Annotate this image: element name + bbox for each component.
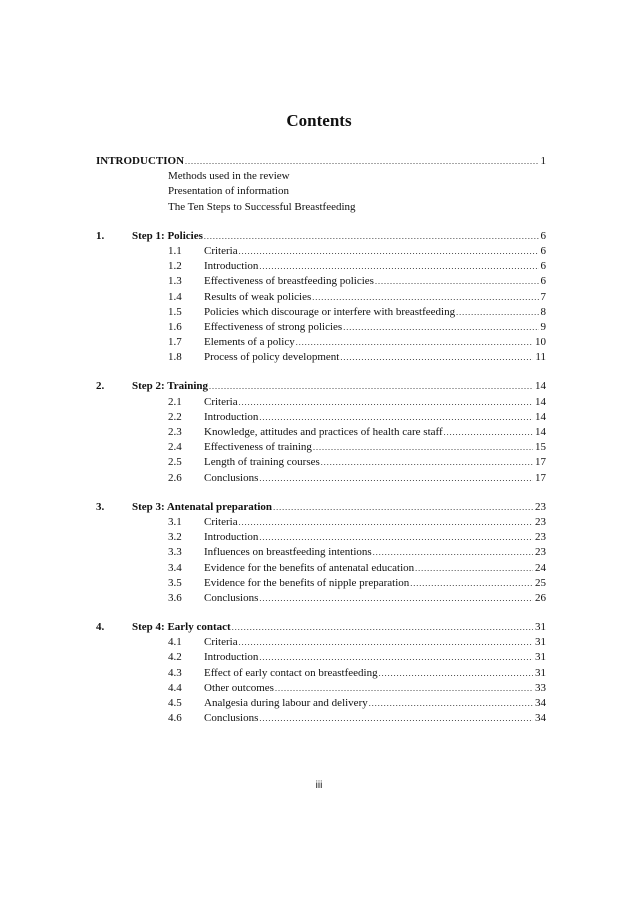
toc-subsection-page: 23 [535,515,546,528]
toc-section-row[interactable] [96,379,546,394]
toc-subsection-label: Knowledge, attitudes and practices of health care staff [204,426,443,438]
toc-subsection-row[interactable] [96,350,546,365]
toc-subsection-label: Conclusions [204,712,259,725]
toc-subsection-page: 23 [535,546,546,559]
leader-dots [239,395,533,410]
toc-subsection-number: 1.8 [168,351,182,364]
toc-subsection-page: 34 [535,712,546,725]
toc-subsection-row[interactable] [96,471,546,486]
toc-subsection-page: 31 [535,636,546,649]
toc-subsection-page: 14 [535,395,546,408]
toc-subsection-number: 3.1 [168,515,182,528]
toc-subsection-label: Conclusions [204,591,259,604]
leader-dots [259,650,533,665]
toc-section-row[interactable] [96,229,546,244]
leader-dots [312,290,538,305]
leader-dots [375,274,539,289]
toc-section-label: Step 2: Training [132,380,208,393]
toc-subsection-number: 4.2 [168,651,182,664]
toc-subsection-number: 3.4 [168,561,182,574]
leader-dots [259,471,533,486]
page-title: Contents [286,111,352,130]
toc-subsection-page: 31 [535,651,546,664]
page-number: iii [315,780,323,791]
leader-dots [343,320,538,335]
toc-subsection-page: 34 [535,697,546,709]
toc-subsection-row[interactable] [96,650,546,665]
toc-subsection-row[interactable] [96,545,546,560]
toc-section-label: Step 3: Antenatal preparation [132,500,273,513]
toc-subsection-page: 31 [535,666,546,679]
toc-subsection-number: 2.4 [168,441,182,454]
toc-section-row[interactable] [96,500,546,515]
leader-dots [259,591,533,606]
toc-subsection-row[interactable] [96,711,546,726]
leader-dots [259,711,533,726]
leader-dots [232,620,533,635]
toc-subsection-label: Process of policy development [204,351,340,364]
leader-dots [415,561,533,576]
toc-subsection-number: 1.2 [168,260,182,273]
toc-subsection-row[interactable] [96,244,546,259]
toc-subsection-row[interactable] [96,561,546,576]
toc-subsection-number: 3.6 [168,591,182,604]
toc-subsection-number: 1.3 [168,275,182,288]
toc-subsection-page: 6 [540,260,546,273]
toc-section-row[interactable] [96,620,546,635]
toc-subsection-number: 4.4 [168,681,182,694]
toc-subsection-label: Introduction [204,410,259,423]
toc-subsection-row[interactable] [96,440,546,455]
toc-subsection-row[interactable] [96,681,546,696]
toc-intro-item[interactable] [96,200,546,215]
toc-section-label: Step 1: Policies [132,229,203,242]
leader-dots [209,379,533,394]
toc-subsection-page: 15 [535,441,546,454]
toc-intro-item-label: Methods used in the review [168,170,290,183]
toc-subsection-row[interactable] [96,696,546,711]
toc-intro-item[interactable] [96,184,546,199]
toc-intro-item-label: Presentation of information [168,185,289,198]
leader-dots [313,440,533,455]
toc-subsection-page: 14 [535,410,546,423]
leader-dots [369,696,533,711]
leader-dots [373,545,533,560]
leader-dots [273,500,533,515]
toc-subsection-row[interactable] [96,591,546,606]
toc-subsection-label: Length of training courses [204,456,320,469]
toc-subsection-page: 33 [535,681,546,694]
toc-subsection-row[interactable] [96,305,546,320]
toc-subsection-number: 1.7 [168,336,182,349]
toc-subsection-number: 3.2 [168,531,182,544]
toc-subsection-page: 23 [535,531,546,544]
toc-subsection-page: 26 [535,591,546,604]
leader-dots [239,515,533,530]
toc-subsection-row[interactable] [96,576,546,591]
toc-subsection-number: 4.5 [168,697,182,709]
toc-subsection-page: 6 [540,275,546,288]
toc-subsection-label: Evidence for the benefits of antenatal education [204,561,415,574]
toc-subsection-number: 2.5 [168,456,182,469]
toc-subsection-number: 1.4 [168,290,182,303]
toc-subsection-row[interactable] [96,425,546,440]
leader-dots [321,455,533,470]
toc-subsection-page: 14 [535,426,546,438]
toc-subsection-label: Criteria [204,515,238,528]
toc-subsection-label: Effect of early contact on breastfeeding [204,666,378,679]
toc-subsection-row[interactable] [96,290,546,305]
leader-dots [456,305,538,320]
toc-subsection-number: 2.1 [168,395,182,408]
toc-subsection-label: Introduction [204,651,259,664]
toc-subsection-page: 17 [535,471,546,484]
leader-dots [296,335,533,350]
toc-subsection-row[interactable] [96,410,546,425]
toc-section-label: Step 4: Early contact [132,621,231,634]
toc-subsection-row[interactable] [96,395,546,410]
toc-subsection-number: 1.5 [168,305,182,318]
toc-subsection-row[interactable] [96,666,546,681]
toc-subsection-page: 24 [535,561,546,574]
toc-section-page: 23 [535,500,546,513]
toc-subsection-label: Criteria [204,395,238,408]
toc-intro-item[interactable] [96,169,546,184]
toc-subsection-label: Results of weak policies [204,290,312,303]
toc-subsection-row[interactable] [96,515,546,530]
leader-dots [444,425,533,440]
toc-subsection-page: 6 [540,244,546,257]
toc-subsection-number: 2.3 [168,426,182,438]
toc-subsection-label: Evidence for the benefits of nipple preparation [204,576,410,589]
toc-subsection-label: Introduction [204,260,259,273]
toc-intro-row[interactable] [96,154,546,169]
toc-subsection-label: Effectiveness of training [204,441,312,454]
toc-subsection-page: 8 [540,305,546,318]
toc-subsection-row[interactable] [96,635,546,650]
toc-subsection-label: Conclusions [204,471,259,484]
toc-subsection-number: 1.1 [168,244,182,257]
toc-subsection-page: 11 [535,351,546,364]
table-of-contents [96,154,546,726]
leader-dots [340,350,533,365]
toc-subsection-label: Analgesia during labour and delivery [204,697,368,709]
toc-subsection-number: 2.2 [168,410,182,423]
leader-dots [379,666,533,681]
toc-section-number: 4. [96,621,105,634]
toc-subsection-label: Effectiveness of strong policies [204,320,343,333]
toc-subsection-label: Influences on breastfeeding intentions [204,546,372,559]
toc-subsection-label: Other outcomes [204,681,274,694]
toc-intro-page: 1 [540,155,546,167]
toc-subsection-row[interactable] [96,530,546,545]
toc-subsection-page: 10 [535,336,546,349]
toc-subsection-row[interactable] [96,259,546,274]
leader-dots [239,635,533,650]
leader-dots [259,530,533,545]
toc-subsection-label: Elements of a policy [204,336,295,349]
toc-section-number: 2. [96,380,105,393]
toc-section-number: 3. [96,500,105,513]
toc-subsection-label: Effectiveness of breastfeeding policies [204,275,374,288]
toc-subsection-number: 3.5 [168,576,182,589]
toc-subsection-label: Policies which discourage or interfere with breastfeeding [204,305,456,318]
leader-dots [275,681,533,696]
leader-dots [204,229,539,244]
toc-subsection-number: 2.6 [168,471,182,484]
leader-dots [259,410,533,425]
leader-dots [185,154,538,169]
toc-subsection-page: 17 [535,456,546,469]
toc-section-page: 6 [540,229,546,242]
toc-subsection-row[interactable] [96,320,546,335]
toc-subsection-number: 4.1 [168,636,182,649]
toc-subsection-number: 1.6 [168,320,182,333]
toc-subsection-label: Criteria [204,636,238,649]
toc-intro-item-label: The Ten Steps to Successful Breastfeeding [168,200,356,213]
toc-subsection-label: Criteria [204,244,238,257]
toc-subsection-row[interactable] [96,455,546,470]
toc-subsection-number: 3.3 [168,546,182,559]
leader-dots [239,244,539,259]
toc-subsection-number: 4.3 [168,666,182,679]
toc-subsection-number: 4.6 [168,712,182,725]
toc-intro-label: INTRODUCTION [96,155,185,167]
toc-section-page: 14 [535,380,546,393]
toc-subsection-page: 7 [540,290,546,303]
toc-subsection-label: Introduction [204,531,259,544]
toc-section-page: 31 [535,621,546,634]
toc-section-number: 1. [96,229,105,242]
leader-dots [410,576,533,591]
toc-subsection-row[interactable] [96,274,546,289]
toc-subsection-row[interactable] [96,335,546,350]
leader-dots [259,259,538,274]
toc-subsection-page: 25 [535,576,546,589]
toc-subsection-page: 9 [540,320,546,333]
